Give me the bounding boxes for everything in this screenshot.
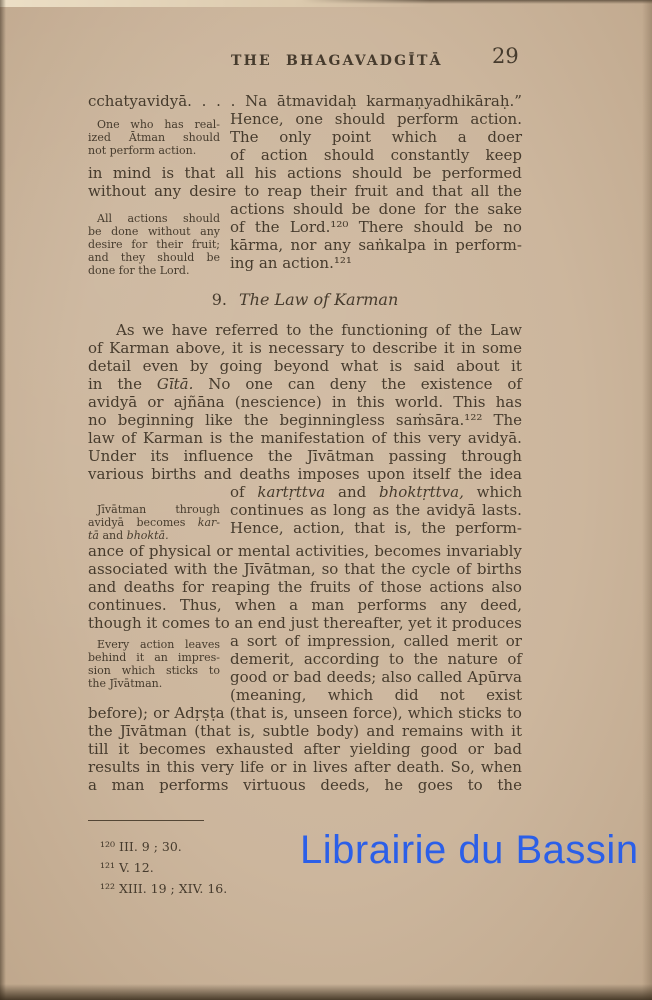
margin-note <box>88 632 230 690</box>
body-line: in the Gītā. No one can deny the existence of <box>88 375 522 393</box>
note-line: the Jīvātman. <box>88 677 163 690</box>
body-line: continues as long as the avidyā lasts. <box>230 501 522 519</box>
body-line: and deaths for reaping the fruits of those actions also <box>88 578 522 596</box>
body-line: avidyā or ajñāna (nescience) in this world. This has <box>88 393 522 411</box>
body-line: demerit, according to the nature of <box>230 650 522 668</box>
body-line: Hence, action, that is, the perform- <box>230 519 522 537</box>
body-line: The only point which a doer <box>230 128 522 146</box>
body-line: various births and deaths imposes upon itself the idea <box>88 465 522 483</box>
note-adjacent-text <box>230 483 522 537</box>
body-line: ance of physical or mental activities, becomes invariably <box>88 542 522 560</box>
page-number: 29 <box>492 44 519 68</box>
body-line: continues. Thus, when a man performs any deed, <box>88 596 522 614</box>
note-line: avidyā becomes kar- <box>88 516 220 529</box>
footnotes <box>100 836 227 899</box>
body-line: till it becomes exhausted after yielding good or bad <box>88 740 522 758</box>
body-line: As we have referred to the functioning of the Law <box>116 321 522 339</box>
note-line: and they should be <box>88 251 220 264</box>
body-line: cchatyavidyā. . . . Na ātmavidaḥ karmaṇyadhikāraḥ.” <box>88 92 522 110</box>
margin-note <box>88 110 230 157</box>
body-line: of action should constantly keep <box>230 146 522 164</box>
body-line: (meaning, which did not exist <box>230 686 522 704</box>
note-block <box>88 632 522 704</box>
note-adjacent-text <box>230 632 522 704</box>
note-line: ized Ātman should <box>88 131 220 144</box>
note-block <box>88 483 522 542</box>
body-line: of Karman above, it is necessary to describe it in some <box>88 339 522 357</box>
note-adjacent-text <box>230 200 522 272</box>
body-line: the Jīvātman (that is, subtle body) and remains with it <box>88 722 522 740</box>
body-line: good or bad deeds; also called Apūrva <box>230 668 522 686</box>
section-heading <box>88 289 522 311</box>
note-line: Jīvātman through <box>97 503 220 516</box>
note-line: tā and bhoktā. <box>88 529 169 542</box>
note-line: behind it an impres- <box>88 651 220 664</box>
body-line: associated with the Jīvātman, so that the cycle of births <box>88 560 522 578</box>
page-right-edge-shadow <box>642 0 652 1000</box>
note-line: be done without any <box>88 225 220 238</box>
body-line: in mind is that all his actions should be performed <box>88 164 522 182</box>
body-line: though it comes to an end just thereafter, yet it produces <box>88 614 522 632</box>
note-line: not perform action. <box>88 144 197 157</box>
body-line: a sort of impression, called merit or <box>230 632 522 650</box>
bookseller-watermark: Librairie du Bassin <box>300 828 639 872</box>
body-line: actions should be done for the sake <box>230 200 522 218</box>
page-bottom-edge-shadow <box>0 984 652 1000</box>
margin-note <box>88 200 230 277</box>
binding-edge-shadow <box>0 0 6 1000</box>
body-line: no beginning like the beginningless saṁsāra.¹²² The <box>88 411 522 429</box>
note-line: done for the Lord. <box>88 264 190 277</box>
body-line: kārma, nor any saṅkalpa in perform- <box>230 236 522 254</box>
footnote: ¹²² XIII. 19 ; XIV. 16. <box>100 881 228 896</box>
running-header-title: THE BHAGAVADGĪTĀ <box>231 53 443 69</box>
footnote-separator-rule <box>88 820 204 821</box>
body-line: detail even by going beyond what is said about it <box>88 357 522 375</box>
note-line: One who has real- <box>97 118 220 131</box>
note-line: All actions should <box>97 212 220 225</box>
body-line: results in this very life or in lives after death. So, when <box>88 758 522 776</box>
body-line: before); or Adṛṣṭa (that is, unseen force), which sticks to <box>88 704 522 722</box>
body-line: a man performs virtuous deeds, he goes to the <box>88 776 522 794</box>
section-title: The Law of Karman <box>238 290 399 309</box>
body-line: Under its influence the Jīvātman passing through <box>88 447 522 465</box>
note-line: desire for their fruit; <box>88 238 220 251</box>
margin-note <box>88 483 230 542</box>
body-line: of kartṛttva and bhoktṛttva, which <box>230 483 522 501</box>
body-line: without any desire to reap their fruit and that all the <box>88 182 522 200</box>
section-number: 9. <box>211 290 227 309</box>
body-line: ing an action.¹²¹ <box>230 254 352 272</box>
text-block <box>88 92 522 794</box>
note-line: sion which sticks to <box>88 664 220 677</box>
note-block <box>88 200 522 277</box>
body-line: law of Karman is the manifestation of this very avidyā. <box>88 429 522 447</box>
footnote: ¹²¹ V. 12. <box>100 860 154 875</box>
body-line: Hence, one should perform action. <box>230 110 522 128</box>
previous-page-edge <box>0 0 430 7</box>
note-adjacent-text <box>230 110 522 164</box>
footnote: ¹²⁰ III. 9 ; 30. <box>100 839 182 854</box>
body-line: of the Lord.¹²⁰ There should be no <box>230 218 522 236</box>
note-line: Every action leaves <box>97 638 220 651</box>
note-block <box>88 110 522 164</box>
